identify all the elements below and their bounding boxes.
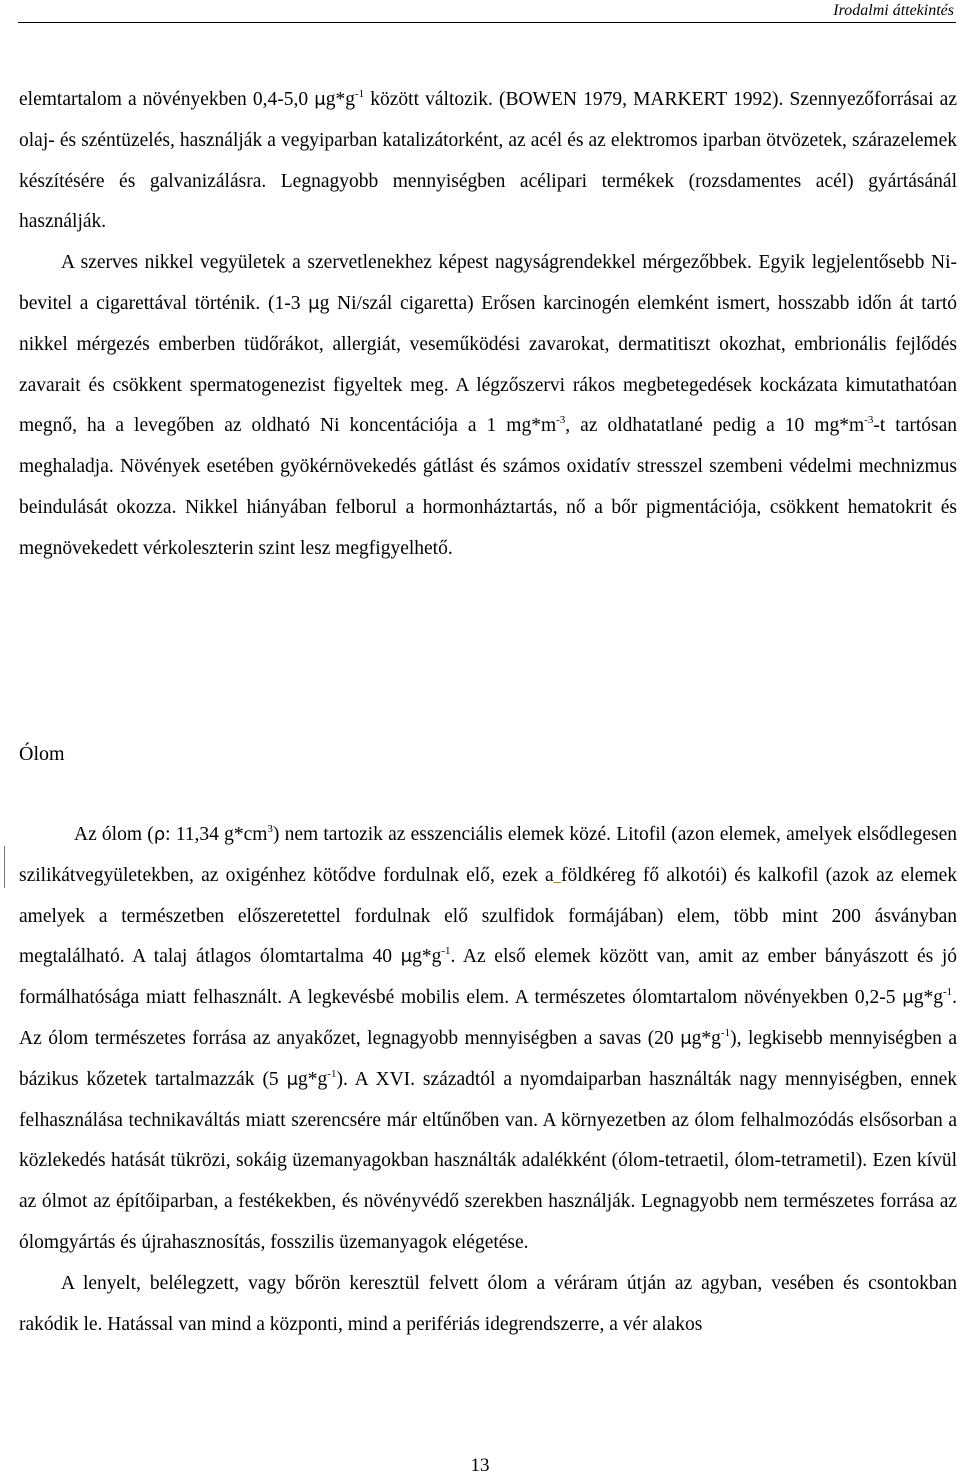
text-run: g*g <box>412 946 442 968</box>
text-run: . Az első elemek között van, amit az ember bányászott és jó formálhatósága miatt felhasznált. A legkevésbé mobilis elem. A természetes ólomtartalom növényekben 0,2-5 <box>19 946 957 1009</box>
superscript: -1 <box>441 945 451 958</box>
superscript: -1 <box>720 1026 731 1039</box>
nickel-text-block <box>19 80 957 570</box>
text-run: Az ólom ( <box>74 824 154 845</box>
text-run: A lenyelt, belélegzett, vagy bőrön keresztül felvett ólom a véráram útján az agyban, vesében és csontokban rakódik le. Hatással van mind a központi, mind a perifériás idegrendszerre, a vér alakos <box>19 1272 957 1335</box>
text-run: g*g <box>298 1068 328 1090</box>
mu-symbol: μ <box>286 1068 299 1090</box>
header-title: Irodalmi áttekintés <box>833 2 954 19</box>
text-run: g*g <box>913 987 943 1009</box>
text-run: -t tartósan meghaladja. Növények esetében gyökérnövekedés gátlást és számos oxidatív stresszel szembeni védelmi mechnizmus beindulását okozza. Nikkel hiányában felborul a hormonháztartás, nő a bőr pigmentációja, csökkent hematokrit és megnövekedett vérkoleszterin szint lesz megfigyelhető. <box>19 415 957 559</box>
superscript: -3 <box>556 414 566 427</box>
text-run: , az oldhatatlané pedig a 10 mg*m <box>565 415 865 437</box>
text-run: . Az ólom természetes forrása az anyakőzet, legnagyobb mennyiségben a savas (20 <box>19 987 957 1049</box>
text-run: ) nem tartozik az esszenciális elemek közé. Litofil (azon elemek, amelyek elsődlegesen szilikátvegyületekben, az oxigénhez kötődve fordulnak elő, ezek a <box>19 824 957 886</box>
paragraph <box>19 243 957 569</box>
mu-symbol: μ <box>680 1027 692 1049</box>
text-run: ). A XVI. századtól a nyomdaiparban használták nagy mennyiségben, ennek felhasználása technikaváltás miatt szerencsére már eltűnőben van. A környezetben az ólom felhalmozódás elsősorban a közlekedés hatását tükrözi, sokáig üzemanyagokban használták adalékként (ólom-tetraetil, ólom-tetrametil). Ezen kívül az ólmot az építőiparban, a festékekben, és növényvédő szerekben használják. Legnagyobb nem természetes forrása az ólomgyártás és újrahasznosítás, fosszilis üzemanyagok elégetése. <box>19 1068 957 1253</box>
paragraph <box>19 1264 957 1346</box>
text-run: között változik. (BOWEN 1979, MARKERT 1992). Szennyezőforrásai az olaj- és széntüzelés, használják a vegyiparban katalizátorként, az acél és az elektromos iparban ötvözetek, szárazelemek készítésére és galvanizálásra. Legnagyobb mennyiségben acélipari termékek (rozsdamentes acél) gyártásánál használják. <box>19 89 957 233</box>
text-run: g*g <box>325 89 355 110</box>
change-bar <box>4 846 5 888</box>
text-run: elemtartalom a növényekben 0,4-5,0 <box>19 89 315 110</box>
text-run: g Ni/szál cigaretta) Erősen karcinogén elemként ismert, hosszabb időn át tartó nikkel mérgezés emberben tüdőrákot, allergiát, veseműködési zavarokat, dermatitiszt okozhat, embrionális fejlődés zavarait és csökkent spermatogenezist figyeltek meg. A légzőszervi rákos megbetegedések kockázata kimutathatóan megnő, ha a levegőben az oldható Ni koncentációja a 1 mg*m <box>19 292 957 437</box>
superscript: -3 <box>864 414 874 427</box>
running-header <box>18 0 956 23</box>
paragraph <box>19 80 957 243</box>
superscript: 3 <box>267 823 273 835</box>
superscript: -1 <box>354 88 365 100</box>
mu-symbol: μ <box>308 292 320 314</box>
text-run: A szerves nikkel vegyületek a szervetlenekhez képest nagyságrendekkel mérgezőbbek. Egyik legjelentősebb Ni-bevitel a cigarettával történik. (1-3 <box>19 252 957 314</box>
superscript: -1 <box>327 1067 337 1080</box>
rho-symbol: ρ <box>153 824 166 845</box>
superscript: -1 <box>942 986 953 999</box>
mu-symbol: μ <box>902 987 914 1009</box>
page-number: 13 <box>470 1455 490 1476</box>
text-run: : 11,34 g*cm <box>165 824 268 845</box>
text-run: földkéreg fő alkotói) és kalkofil (azok az elemek amelyek a természetben előszeretettel fordulnak elő szulfidok formájában) elem, több mint 200 ásványban megtalálható. A talaj átlagos ólomtartalma 40 <box>19 864 958 968</box>
lead-text-block <box>19 815 957 1345</box>
mu-symbol: μ <box>314 89 326 110</box>
underlined-space <box>554 865 561 886</box>
text-run: g*g <box>691 1027 721 1049</box>
text-run: ), legkisebb mennyiségben a bázikus kőzetek tartalmazzák (5 <box>19 1027 957 1090</box>
section-heading: Ólom <box>19 743 65 765</box>
paragraph <box>19 815 957 1264</box>
mu-symbol: μ <box>400 946 413 968</box>
